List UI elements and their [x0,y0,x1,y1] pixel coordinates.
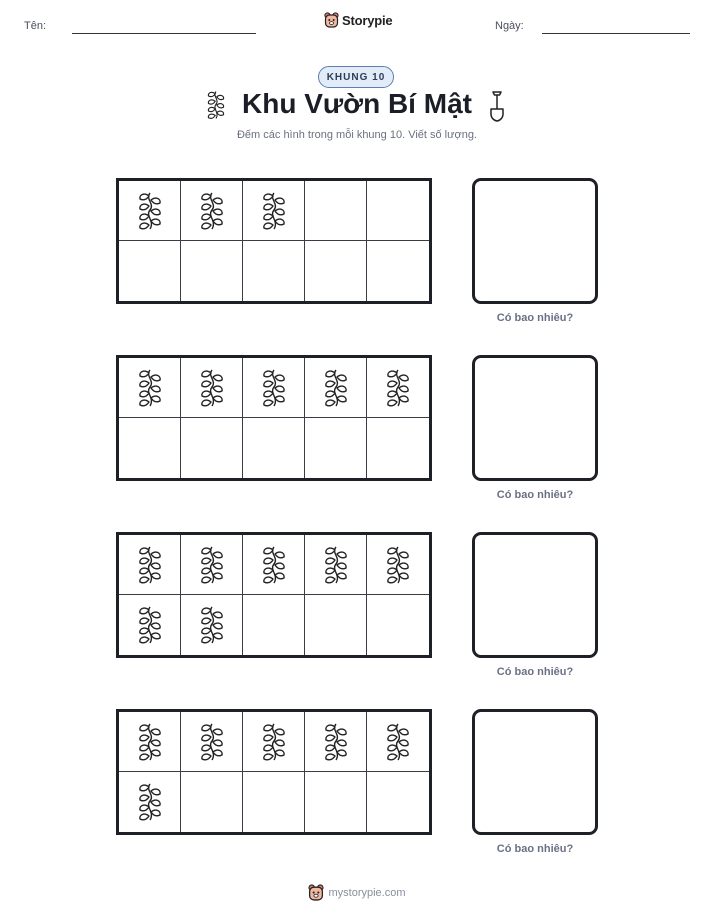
vine-icon [384,545,412,585]
ten-frame-cell [181,418,243,478]
date-line[interactable] [542,33,690,34]
vine-icon [136,368,164,408]
ten-frame-cell [367,595,429,655]
ten-frame [116,532,432,658]
ten-frame-cell [243,418,305,478]
vine-icon [384,368,412,408]
ten-frame-cell [119,358,181,418]
ten-frame-cell [367,535,429,595]
instructions: Đếm các hình trong mỗi khung 10. Viết số lượng. [236,129,477,141]
answer-prompt: Có bao nhiêu? [496,312,574,324]
vine-icon [322,368,350,408]
brand-name: Storypie [342,12,393,28]
footer-site: mystorypie.com [328,886,406,899]
vine-icon [384,722,412,762]
answer-box[interactable] [472,355,598,481]
ten-frame-cell [305,595,367,655]
ten-frame-cell [119,418,181,478]
vine-icon [198,191,226,231]
ten-frame-cell [243,712,305,772]
ten-frame-cell [181,241,243,301]
ten-frame-cell [305,181,367,241]
brand-logo [324,12,392,28]
answer-prompt: Có bao nhiêu? [496,489,574,501]
ten-frame [116,178,432,304]
ten-frame-cell [181,772,243,832]
ten-frame-cell [119,241,181,301]
ten-frame-cell [181,181,243,241]
ten-frame-cell [119,772,181,832]
ten-frame [116,709,432,835]
ten-frame-cell [181,595,243,655]
vine-icon [260,368,288,408]
vine-icon [136,722,164,762]
answer-box[interactable] [472,709,598,835]
vine-icon [322,722,350,762]
vine-icon [260,545,288,585]
ten-frame-cell [119,712,181,772]
vine-icon [198,545,226,585]
vine-icon [136,782,164,822]
date-label: Ngày: [495,20,524,32]
ten-frame-cell [181,358,243,418]
page-title: Khu Vườn Bí Mật [242,88,472,119]
shovel-icon [488,90,506,122]
vine-icon [136,545,164,585]
ten-frame-cell [367,712,429,772]
vine-icon [322,545,350,585]
ten-frame-cell [367,241,429,301]
ten-frame-cell [367,181,429,241]
ten-frame-cell [119,181,181,241]
vine-icon [198,605,226,645]
ten-frame-cell [305,418,367,478]
ten-frame-cell [305,712,367,772]
vine-icon [260,722,288,762]
ten-frame-cell [243,535,305,595]
ten-frame-cell [181,712,243,772]
answer-box[interactable] [472,532,598,658]
vine-icon [136,191,164,231]
ten-frame-cell [181,535,243,595]
ten-frame-cell [305,535,367,595]
ten-frame-cell [367,418,429,478]
ten-frame-cell [243,595,305,655]
ten-frame [116,355,432,481]
vine-icon [198,368,226,408]
ten-frame-cell [305,772,367,832]
ten-frame-cell [243,241,305,301]
ten-frame-cell [119,535,181,595]
name-label: Tên: [24,20,47,32]
ten-frame-cell [305,241,367,301]
name-line[interactable] [72,33,256,34]
ten-frame-cell [367,358,429,418]
answer-prompt: Có bao nhiêu? [496,843,574,855]
ten-frame-cell [367,772,429,832]
answer-prompt: Có bao nhiêu? [496,666,574,678]
answer-box[interactable] [472,178,598,304]
ten-frame-cell [243,358,305,418]
vine-icon [198,722,226,762]
ten-frame-cell [119,595,181,655]
bear-logo-icon [308,884,324,901]
ten-frame-cell [243,181,305,241]
vine-icon [136,605,164,645]
vine-icon [260,191,288,231]
ten-frame-cell [305,358,367,418]
footer [0,884,714,901]
bear-logo-icon [324,12,339,28]
ten-frame-badge: KHUNG 10 [318,66,394,88]
ten-frame-cell [243,772,305,832]
